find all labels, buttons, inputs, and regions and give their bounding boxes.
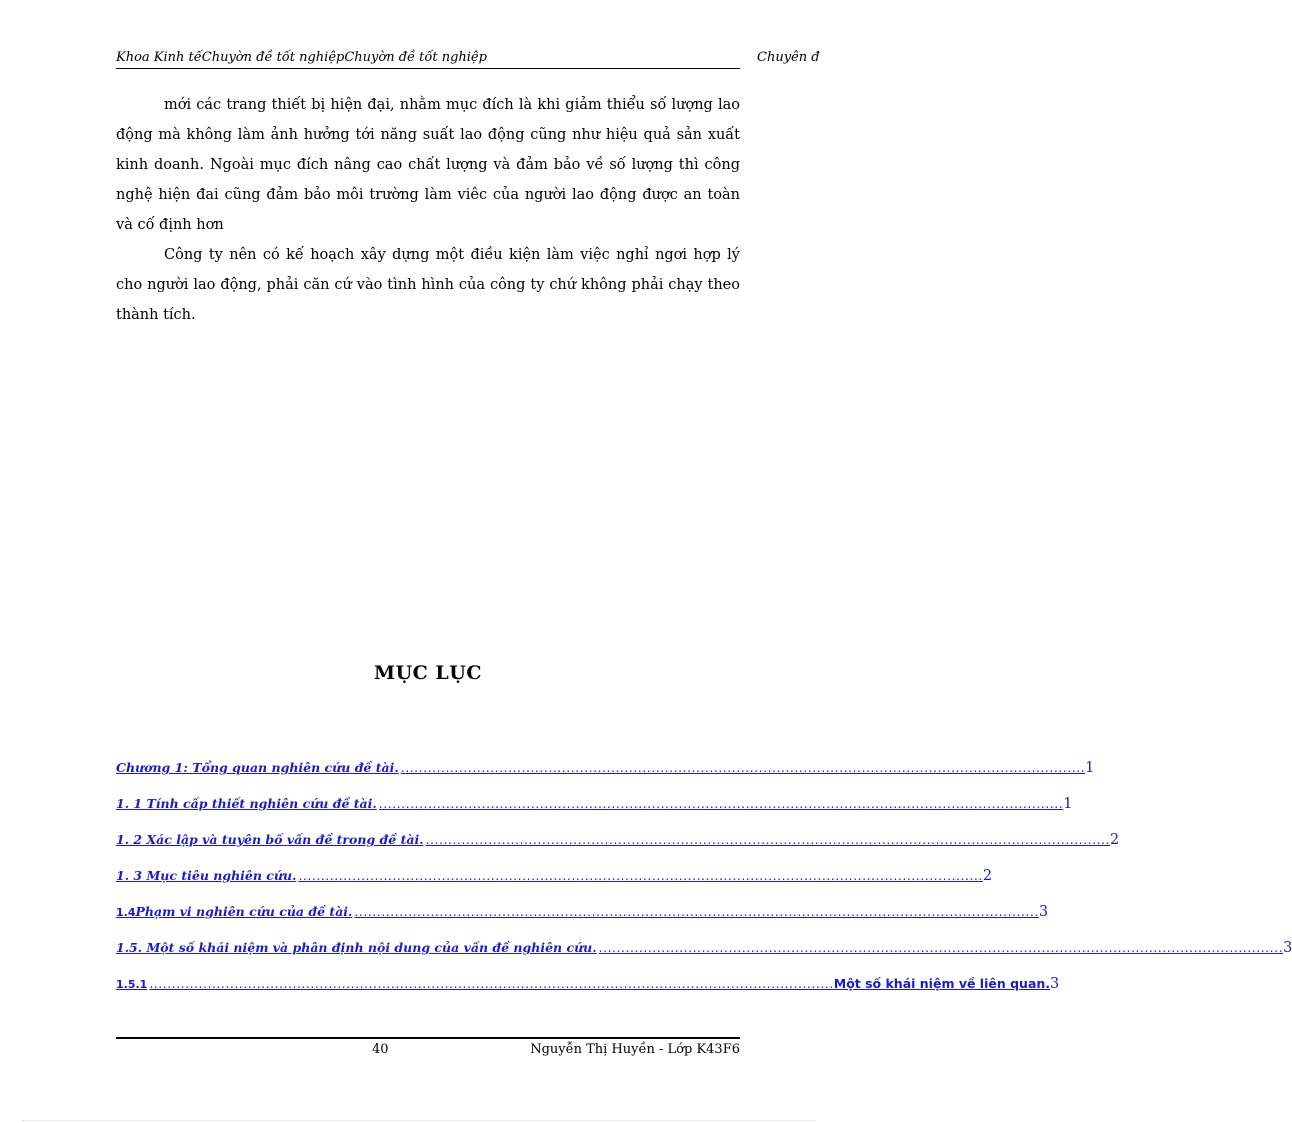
toc-link-1-2[interactable] bbox=[116, 832, 1120, 868]
toc-page-number: 1 bbox=[1063, 796, 1073, 812]
toc-page-number: 3 bbox=[1038, 904, 1049, 920]
toc-leader-dots: ......................................................................................................................................................... bbox=[378, 796, 1064, 811]
toc-page-number: 3 bbox=[1283, 940, 1292, 956]
toc-page-number: 2 bbox=[1110, 832, 1120, 848]
toc-leader-dots: ......................................................................................................................................................... bbox=[400, 760, 1086, 775]
toc-leader-dots: ......................................................................................................................................................... bbox=[425, 832, 1110, 847]
toc-entry-number: 1.4 bbox=[116, 906, 136, 919]
toc-entry-text: Phạm vi nghiên cứu của đề tài. bbox=[135, 904, 353, 919]
toc-entry-text: 1. 1 Tính cấp thiết nghiên cứu đề tài. bbox=[116, 796, 377, 811]
toc-entry-number: 1.5.1 bbox=[116, 978, 148, 991]
toc-title: MỤC LỤC bbox=[374, 662, 482, 684]
header-divider bbox=[116, 68, 740, 69]
toc-entry-text: Một số khái niệm về liên quan. bbox=[833, 976, 1051, 991]
toc-page-number: 3 bbox=[1050, 976, 1060, 992]
toc-link-1-3[interactable] bbox=[116, 868, 993, 904]
toc-link-1-5[interactable] bbox=[116, 940, 1292, 976]
bottom-divider bbox=[22, 1120, 816, 1121]
table-of-contents bbox=[116, 760, 1292, 1012]
footer-page-number: 40 bbox=[372, 1042, 389, 1057]
toc-page-number: 1 bbox=[1085, 760, 1095, 776]
page-header bbox=[116, 50, 820, 70]
toc-link-chapter-1[interactable] bbox=[116, 760, 1095, 796]
footer-author: Nguyễn Thị Huyền - Lớp K43F6 bbox=[530, 1042, 740, 1057]
header-left-text: Khoa Kinh tếChuyờn đề tốt nghiệpChuyờn đề tốt nghiệp bbox=[116, 50, 487, 65]
toc-entry-text: 1.5. Một số khái niệm và phân định nội dung của vấn đề nghiên cứu. bbox=[116, 940, 597, 955]
toc-link-1-4[interactable] bbox=[116, 904, 1049, 940]
toc-entry-text: 1. 2 Xác lập và tuyên bố vấn đề trong đề tài. bbox=[116, 832, 424, 847]
toc-leader-dots: ......................................................................................................................................................... bbox=[298, 868, 983, 883]
toc-link-1-1[interactable] bbox=[116, 796, 1073, 832]
toc-link-1-5-1[interactable] bbox=[116, 976, 1060, 1012]
toc-entry-text: 1. 3 Mục tiêu nghiên cứu. bbox=[116, 868, 297, 883]
toc-leader-dots: ......................................................................................................................................................... bbox=[598, 940, 1284, 955]
toc-leader-dots: ......................................................................................................................................................... bbox=[149, 976, 834, 991]
toc-entry-text: Chương 1: Tổng quan nghiên cứu đề tài. bbox=[116, 760, 399, 775]
header-right-text: Chuyên đ bbox=[757, 50, 820, 65]
page-footer bbox=[116, 1042, 740, 1062]
body-text bbox=[116, 90, 740, 330]
footer-divider bbox=[116, 1037, 740, 1039]
paragraph: Công ty nên có kế hoạch xây dựng một điều kiện làm việc nghỉ ngơi hợp lý cho người lao động, phải căn cứ vào tình hình của công ty chứ không phải chạy theo thành tích. bbox=[116, 247, 740, 323]
toc-page-number: 2 bbox=[982, 868, 993, 884]
toc-leader-dots: ......................................................................................................................................................... bbox=[354, 904, 1039, 919]
paragraph: mới các trang thiết bị hiện đại, nhằm mục đích là khi giảm thiểu số lượng lao động mà không làm ảnh hưởng tới năng suất lao động cũng như hiệu quả sản xuất kinh doanh. Ngoài mục đích nâng cao chất lượng và đảm bảo về số lượng thì công nghệ hiện đai cũng đảm bảo môi trường làm viêc của người lao động được an toàn và cố định hơn bbox=[116, 97, 740, 233]
